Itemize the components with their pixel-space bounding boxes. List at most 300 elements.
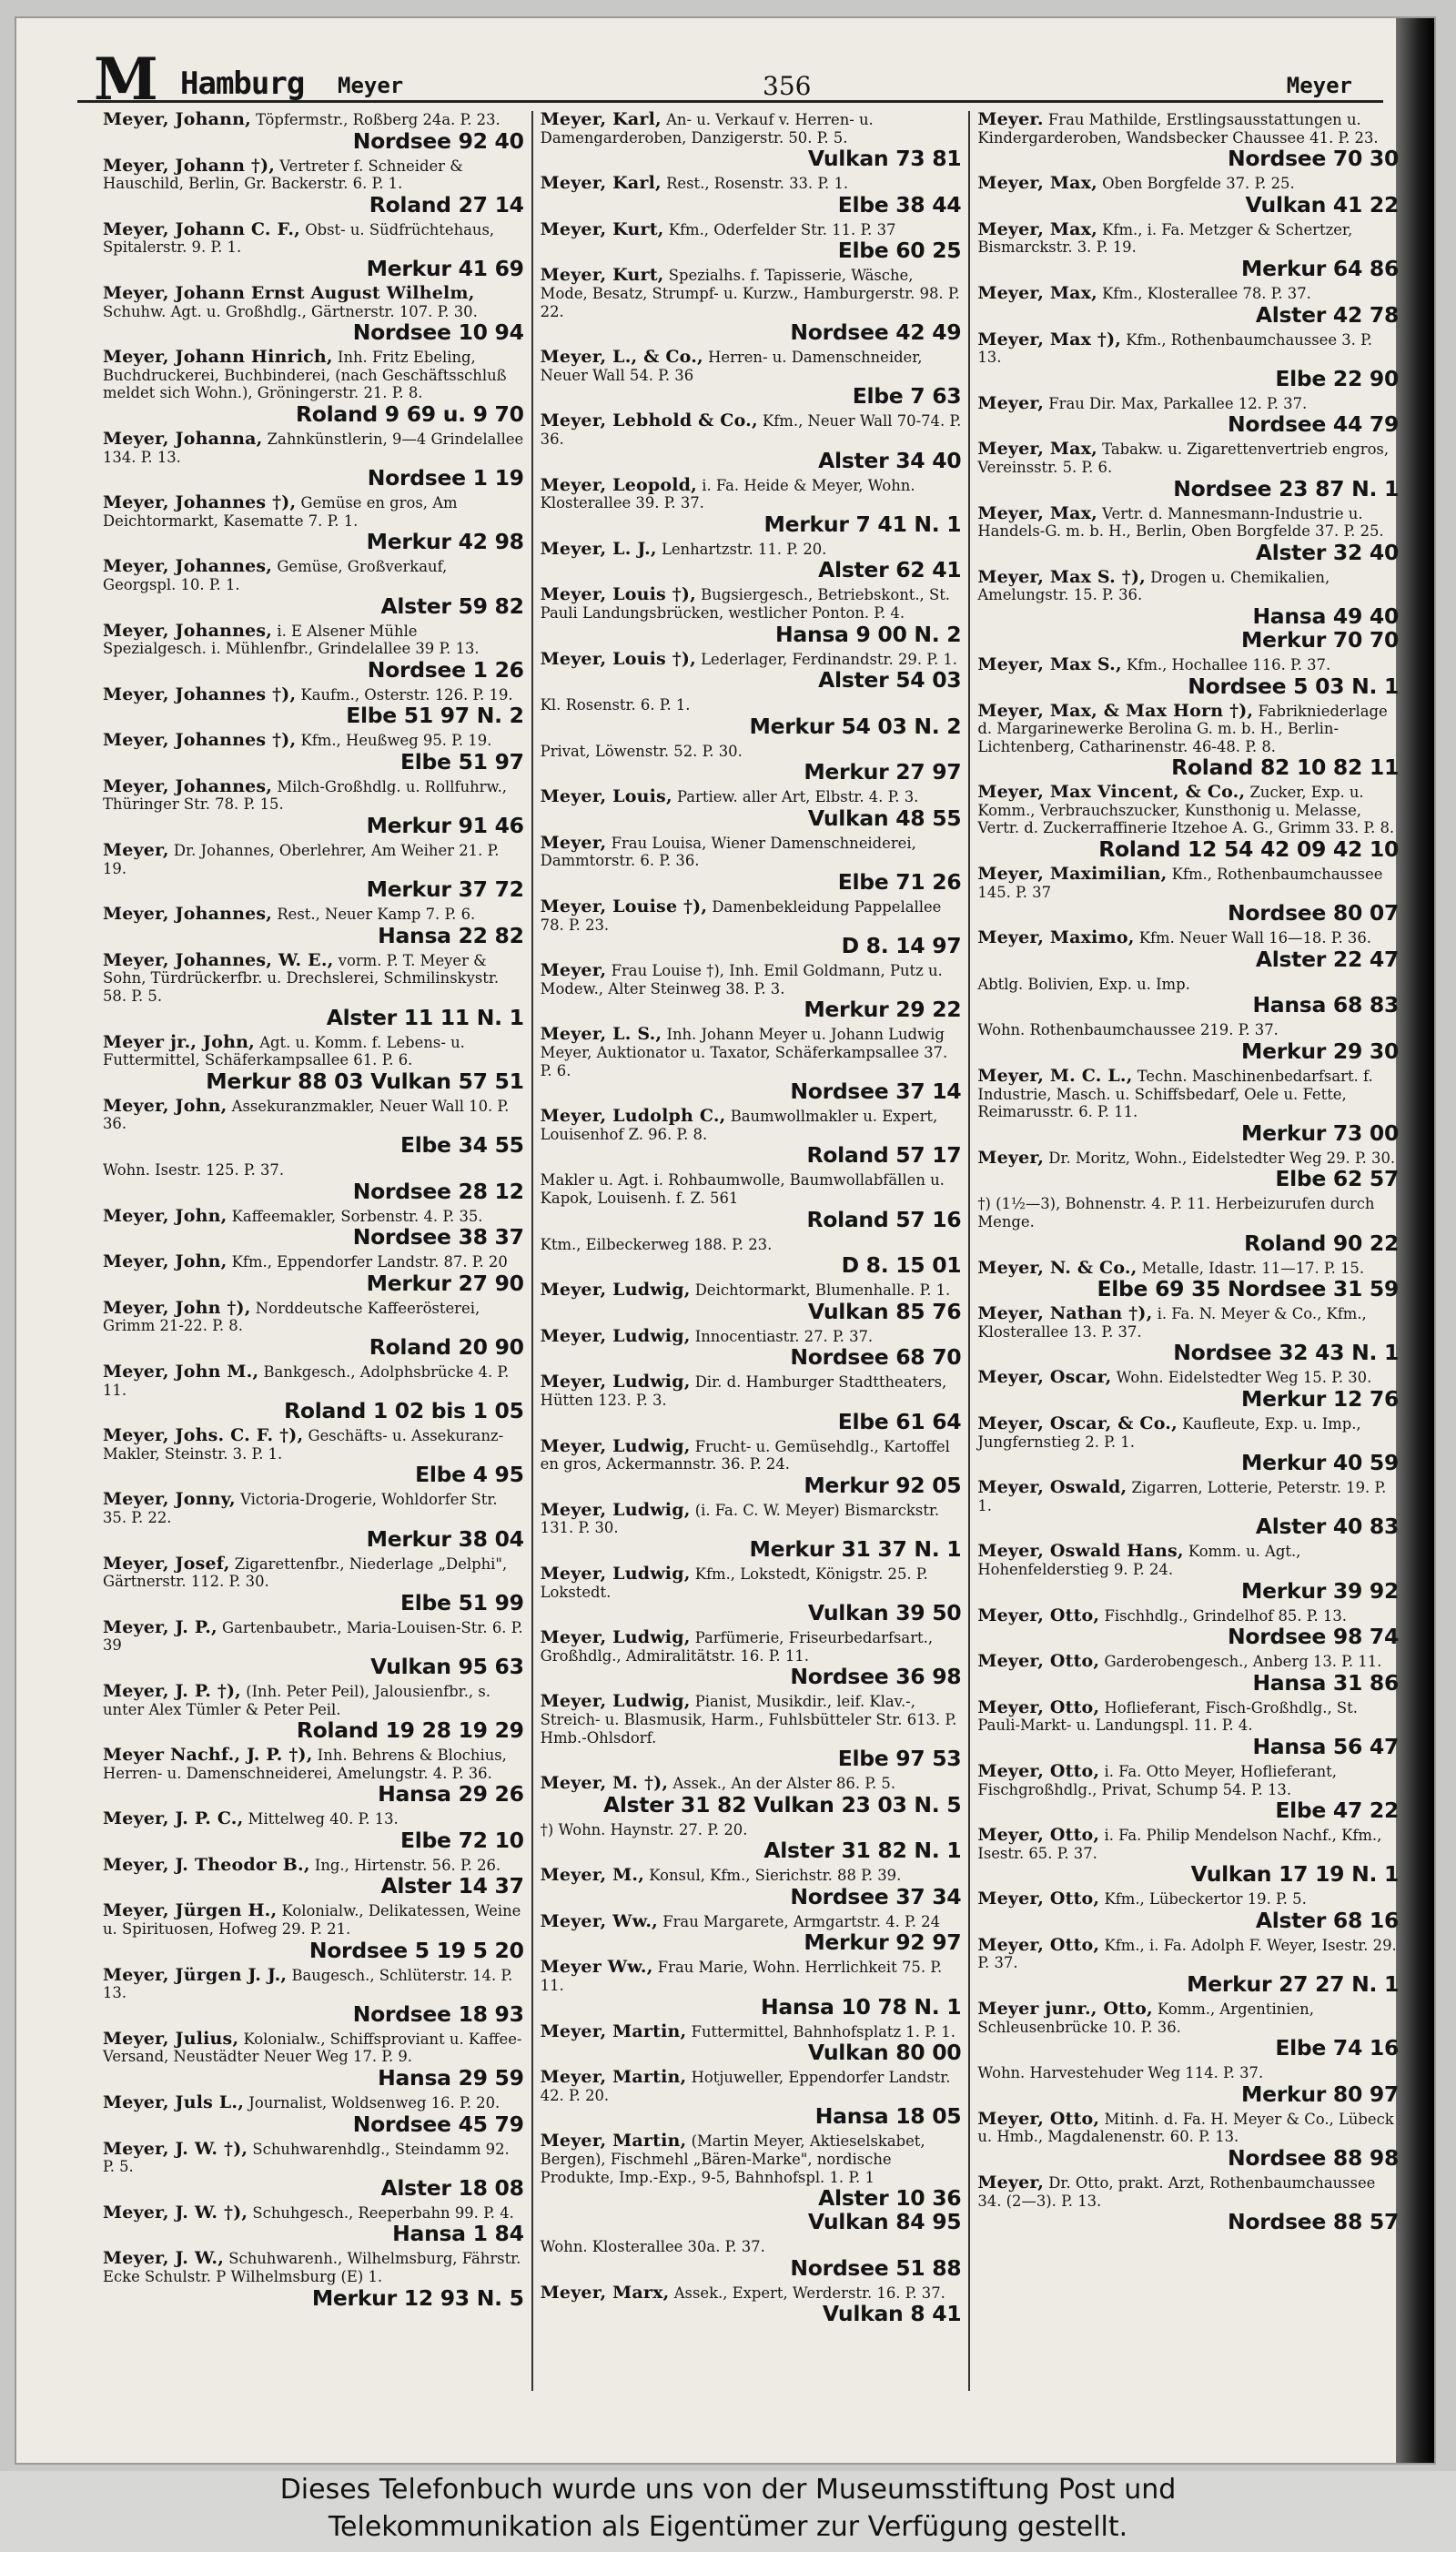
entry-name: Meyer, Ludwig,: [540, 1563, 691, 1584]
listing-entry: [977, 1149, 1399, 1191]
phone-number: Alster 40 83: [1255, 1514, 1400, 1540]
entry-details: Kfm., Heußweg 95. P. 19.: [300, 732, 492, 750]
phone-number: Nordsee 80 07: [1228, 900, 1400, 927]
listing-entry: [541, 898, 962, 957]
entry-name: Meyer, Leopold,: [540, 474, 697, 495]
entry-details: Komm., Argentinien, Schleusenbrücke 10. P. 36.: [977, 2000, 1314, 2036]
phone-number: Merkur 27 97: [804, 759, 962, 785]
entry-name: Meyer, Max,: [977, 218, 1097, 239]
entry-details: Baugesch., Schlüterstr. 14. P. 13.: [103, 1966, 513, 2002]
phone-number: Elbe 69 35 Nordsee 31 59: [1097, 1276, 1400, 1302]
listing-entry: [541, 2284, 962, 2326]
entry-details: Kfm., i. Fa. Adolph F. Weyer, Isestr. 29. P. 37.: [977, 1936, 1397, 1972]
entry-details: Schuhwarenhdlg., Steindamm 92. P. 5.: [103, 2140, 510, 2176]
entry-details: Norddeutsche Kaffeerösterei, Grimm 21-22. P. 8.: [103, 1299, 480, 1335]
entry-details: Töpfermstr., Roßberg 24a. P. 23.: [256, 111, 500, 128]
entry-name: Meyer,: [977, 1147, 1045, 1168]
listing-entry: [977, 1934, 1400, 1998]
entry-name: Meyer, Johann Hinrich,: [103, 347, 333, 368]
entry-details: Zucker, Exp. u. Komm., Verbrauchszucker, Kunsthonig u. Melasse, Vertr. d. Zuckerraffinerie Itzehoe A. G., Grimm 33. P. 8.: [977, 784, 1395, 837]
phone-number: Nordsee 44 79: [1228, 411, 1400, 438]
entry-details: Kfm., Eppendorfer Landstr. 87. P. 20: [231, 1253, 508, 1271]
phone-number: Nordsee 5 03 N. 1: [1188, 673, 1400, 699]
entry-details: i. E Alsener Mühle Spezialgesch. i. Mühlenfbr., Grindelallee 39 P. 13.: [103, 622, 480, 658]
entry-details: Bankgesch., Adolphsbrücke 4. P. 11.: [103, 1362, 510, 1399]
listing-entry: [541, 743, 962, 785]
phone-number: Vulkan 8 41: [822, 2301, 962, 2327]
entry-name: Meyer,: [977, 2172, 1045, 2193]
entry-name: Meyer, Karl,: [540, 111, 662, 129]
listing-entry: [103, 430, 524, 490]
entry-name: Meyer, Louise †),: [540, 896, 708, 917]
phone-number: Merkur 41 69: [366, 255, 524, 281]
listing-entry: [103, 1205, 524, 1251]
phone-number: Merkur 92 97: [804, 1929, 962, 1956]
listing-entry: [103, 1902, 524, 1961]
listing-entry: [977, 282, 1400, 328]
phone-number: Nordsee 42 49: [790, 319, 962, 346]
phone-number: Nordsee 88 98: [1228, 2145, 1400, 2172]
phone-number: Alster 18 08: [380, 2174, 524, 2201]
listing-entry: [103, 494, 524, 553]
entry-details: Privat, Löwenstr. 52. P. 30.: [540, 742, 743, 760]
entry-details: Rest., Neuer Kamp 7. P. 6.: [277, 906, 476, 924]
phone-number: Elbe 7 63: [852, 383, 962, 410]
listing-entry: [103, 949, 524, 1030]
listing-entry: [103, 775, 524, 839]
entry-name: Meyer, Ludwig,: [540, 1280, 691, 1301]
entry-details: Schuhgesch., Reeperbahn 99. P. 4.: [252, 2203, 514, 2222]
entry-name: Meyer.: [977, 111, 1044, 129]
phone-number: Merkur 37 72: [366, 876, 524, 903]
entry-name: Meyer, Johannes,: [103, 775, 273, 796]
phone-number: Nordsee 5 19 5 20: [308, 1937, 524, 1963]
phone-number: Elbe 34 55: [400, 1132, 524, 1158]
entry-details: Zahnkünstlerin, 9—4 Grindelallee 134. P. 13.: [103, 430, 524, 466]
entry-details: Makler u. Agt. i. Rohbaumwolle, Baumwollabfällen u. Kapok, Louisenh. f. Z. 561: [540, 1171, 945, 1207]
entry-name: Meyer, Oscar,: [977, 1367, 1112, 1388]
entry-details: Gartenbaubetr., Maria-Louisen-Str. 6. P. 39: [103, 1618, 523, 1655]
phone-number: Alster 14 37: [380, 1873, 524, 1899]
phone-number: Vulkan 85 76: [807, 1298, 962, 1324]
entry-name: Meyer, L. J.,: [540, 538, 657, 559]
entry-name: Meyer Ww.,: [540, 1957, 653, 1978]
entry-details: Wohn. Rothenbaumchaussee 219. P. 37.: [977, 1021, 1279, 1039]
entry-name: Meyer, Johann Ernst August Wilhelm,: [103, 282, 475, 303]
listing-entry: [977, 502, 1400, 565]
phone-number: Merkur 27 90: [366, 1270, 524, 1296]
entry-details: Journalist, Woldsenweg 16. P. 20.: [248, 2094, 500, 2112]
listing-entry: [103, 1253, 524, 1295]
phone-number: Alster 42 78: [1255, 301, 1400, 328]
entry-details: Kfm., Klosterallee 78. P. 37.: [1102, 284, 1311, 302]
entry-details: i. Fa. Philip Mendelson Nachf., Kfm., Isestr. 65. P. 37.: [977, 1827, 1382, 1862]
listing-entry: [977, 1369, 1399, 1411]
entry-name: Meyer, Otto,: [977, 1651, 1100, 1672]
entry-name: Meyer, Josef,: [103, 1553, 230, 1574]
phone-number: Merkur 42 98: [366, 529, 524, 555]
listing-entry: [977, 1653, 1399, 1695]
entry-details: Spezialhs. f. Tapisserie, Wäsche, Mode, Besatz, Strumpf- u. Kurzw., Hamburgerstr. 98. P. 22.: [540, 267, 960, 320]
entry-details: Wohn. Isestr. 125. P. 37.: [103, 1161, 285, 1179]
phone-number: Alster 32 40: [1255, 539, 1400, 565]
listing-entry: [541, 1281, 962, 1323]
phone-number: Hansa 56 47: [1252, 1733, 1400, 1759]
phone-number: Merkur 54 03 N. 2: [749, 713, 962, 739]
entry-name: Meyer, Ludwig,: [540, 1325, 691, 1346]
entry-name: Meyer, Marx,: [540, 2282, 670, 2303]
entry-details: Dr. Otto, prakt. Arzt, Rothenbaumchaussee 34. (2—3). P. 13.: [977, 2174, 1376, 2210]
entry-details: Kaufm., Osterstr. 126. P. 19.: [300, 685, 513, 704]
phone-number: Nordsee 98 74: [1228, 1624, 1400, 1650]
entry-details: Kfm., Hochallee 116. P. 37.: [1127, 655, 1331, 673]
listing-entry: [541, 349, 962, 408]
entry-details: Abtlg. Bolivien, Exp. u. Imp.: [977, 975, 1190, 993]
entry-name: Meyer,: [977, 392, 1045, 413]
listing-entry: [977, 218, 1400, 281]
phone-number: Vulkan 48 55: [807, 805, 962, 831]
listing-entry: [541, 1236, 962, 1278]
entry-details: Bugsiergesch., Betriebskont., St. Pauli Landungsbrücken, westlicher Ponton. P. 4.: [540, 586, 950, 622]
phone-number: Merkur 31 37 N. 1: [749, 1535, 962, 1562]
phone-number: D 8. 15 01: [841, 1252, 962, 1279]
entry-name: Meyer, John M.,: [103, 1361, 259, 1382]
phone-number: Nordsee 88 57: [1228, 2209, 1400, 2235]
listing-entry: [541, 175, 962, 217]
entry-name: Meyer, Johannes, W. E.,: [103, 949, 334, 970]
listing-entry: [977, 976, 1399, 1018]
entry-name: Meyer, Otto,: [977, 1825, 1100, 1846]
phone-number: Hansa 1 84: [392, 2221, 524, 2247]
phone-number: Alster 22 47: [1255, 946, 1400, 972]
entry-name: Meyer, J. W. †),: [103, 2202, 248, 2223]
entry-details: Inh. Johann Meyer u. Johann Ludwig Meyer, Auktionator u. Taxator, Schäferkampsallee 37. P. 6.: [540, 1026, 948, 1079]
entry-name: Meyer, Johann,: [103, 111, 251, 129]
entry-name: Meyer, L., & Co.,: [540, 347, 703, 368]
entry-name: Meyer, Max Vincent, & Co.,: [977, 782, 1246, 803]
entry-name: Meyer, Johannes †),: [103, 492, 297, 513]
listing-entry: [103, 218, 524, 281]
entry-name: Meyer, Martin,: [540, 2067, 687, 2088]
phone-number: Nordsee 38 37: [352, 1224, 524, 1251]
entry-name: Meyer jr., John,: [103, 1031, 255, 1052]
entry-name: Meyer, J. Theodor B.,: [103, 1854, 310, 1875]
entry-name: Meyer, Oscar, & Co.,: [977, 1413, 1178, 1433]
phone-number: Nordsee 36 98: [790, 1664, 962, 1690]
entry-details: Fabrikniederlage d. Margarinewerke Berolina G. m. b. H., Berlin-Lichtenberg, Catharinenstr. 46-48. P. 8.: [977, 702, 1388, 755]
phone-number: Hansa 29 26: [378, 1781, 524, 1808]
listing-entry: [541, 1026, 962, 1103]
entry-details: Assekuranzmakler, Neuer Wall 10. P. 36.: [103, 1097, 510, 1133]
entry-name: Meyer Nachf., J. P. †),: [103, 1745, 313, 1766]
listing-entry: [977, 392, 1400, 438]
entry-details: Mitinh. d. Fa. H. Meyer & Co., Lübeck u. Hmb., Magdalenenstr. 60. P. 13.: [977, 2110, 1394, 2146]
entry-details: (Inh. Peter Peil), Jalousienfbr., s. unter Alex Tümler & Peter Peil.: [103, 1682, 490, 1718]
phone-number: Elbe 97 53: [837, 1746, 962, 1772]
listing-entry: [103, 1427, 524, 1486]
entry-details: Frau Dir. Max, Parkallee 12. P. 37.: [1048, 394, 1308, 412]
entry-name: Meyer, Otto,: [977, 1934, 1100, 1955]
entry-details: Drogen u. Chemikalien, Amelungstr. 15. P. 36.: [977, 568, 1330, 604]
entry-details: Kfm., Rothenbaumchaussee 145. P. 37: [977, 866, 1383, 901]
phone-number: Elbe 71 26: [837, 869, 962, 896]
listing-entry: [540, 832, 962, 896]
entry-details: Inh. Behrens & Blochius, Herren- u. Damenschneiderei, Amelungstr. 4. P. 36.: [103, 1747, 507, 1782]
phone-number: Alster 10 36: [818, 2185, 962, 2212]
listing-columns: [96, 111, 1406, 2391]
phone-number: Hansa 22 82: [378, 922, 524, 948]
listing-entry: [540, 538, 962, 583]
entry-name: Meyer, Max S.,: [977, 653, 1122, 674]
entry-name: Meyer, Oswald Hans,: [977, 1541, 1184, 1562]
listing-entry: [103, 2204, 524, 2246]
entry-details: Dir. d. Hamburger Stadttheaters, Hütten 123. P. 3.: [540, 1373, 947, 1409]
entry-details: (i. Fa. C. W. Meyer) Bismarckstr. 131. P. 30.: [540, 1501, 940, 1537]
entry-name: Meyer, Johann †),: [103, 155, 276, 176]
entry-details: Garderobengesch., Anberg 13. P. 11.: [1104, 1653, 1382, 1671]
entry-details: Schuhwarenh., Wilhelmsburg, Fährstr. Ecke Schulstr. P Wilhelmsburg (E) 1.: [103, 2250, 521, 2285]
entry-details: Ktm., Eilbeckerweg 188. P. 23.: [540, 1235, 773, 1253]
listing-entry: [977, 866, 1399, 925]
listing-column-1: [96, 111, 531, 2391]
phone-number: Nordsee 1 26: [367, 656, 524, 683]
entry-name: Meyer, Martin,: [540, 2020, 687, 2041]
listing-entry: [103, 842, 524, 901]
entry-details: Wohn. Klosterallee 30a. P. 37.: [540, 2238, 765, 2256]
entry-details: i. Fa. Otto Meyer, Hoflieferant, Fischgroßhdlg., Privat, Schump 54. P. 13.: [977, 1762, 1337, 1798]
listing-entry: [977, 929, 1399, 971]
entry-name: Meyer, M. †),: [540, 1773, 669, 1794]
entry-details: Assek., An der Alster 86. P. 5.: [672, 1775, 896, 1793]
entry-details: Frau Louise †), Inh. Emil Goldmann, Putz u. Modew., Alter Steinweg 38. P. 3.: [540, 962, 943, 998]
entry-details: Agt. u. Komm. f. Lebens- u. Futtermittel, Schäferkampsallee 61. P. 6.: [103, 1033, 465, 1069]
phone-number: Hansa 10 78 N. 1: [760, 1993, 962, 2020]
phone-number: Merkur 39 92: [1240, 1577, 1400, 1604]
listing-entry: [541, 1821, 962, 1863]
entry-name: Meyer, Otto,: [977, 1605, 1100, 1625]
listing-entry: [977, 1607, 1399, 1649]
entry-name: Meyer, Kurt,: [540, 218, 664, 239]
listing-entry: [977, 653, 1400, 699]
listing-entry: [977, 331, 1399, 390]
entry-name: Meyer, Max,: [977, 439, 1097, 460]
phone-number: Merkur 88 03 Vulkan 57 51: [206, 1068, 524, 1094]
listing-entry: [541, 2069, 962, 2128]
listing-entry: [977, 1195, 1399, 1254]
phone-number: D 8. 14 97: [841, 933, 962, 959]
listing-entry: [541, 1629, 962, 1688]
phone-number: Merkur 12 76: [1240, 1385, 1400, 1412]
phone-number: Merkur 92 05: [804, 1472, 962, 1498]
entry-details: Zigarren, Lotterie, Peterstr. 19. P. 1.: [977, 1479, 1387, 1514]
phone-number: Nordsee 18 93: [352, 2000, 524, 2027]
section-letter: M: [94, 46, 158, 114]
phone-number: Vulkan 95 63: [370, 1653, 524, 1679]
listing-entry: [103, 1031, 524, 1094]
entry-name: Meyer, Johs. C. F. †),: [103, 1425, 304, 1446]
entry-name: Meyer, Louis †),: [540, 584, 696, 605]
listing-entry: [541, 1373, 962, 1433]
listing-entry: [977, 1068, 1399, 1145]
entry-details: Oben Borgfelde 37. P. 25.: [1102, 175, 1295, 193]
entry-name: Meyer, J. W. †),: [103, 2138, 248, 2159]
entry-name: Meyer, Max, & Max Horn †),: [977, 700, 1254, 721]
phone-number: Elbe 22 90: [1275, 365, 1400, 391]
listing-entry: [103, 1363, 524, 1423]
entry-details: Kfm., Rothenbaumchaussee 3. P. 13.: [977, 330, 1373, 367]
listing-entry: [103, 1747, 524, 1806]
entry-name: Meyer, Max,: [977, 282, 1097, 303]
entry-name: Meyer junr., Otto,: [977, 1999, 1153, 2020]
listing-entry: [540, 474, 962, 537]
phone-number: Merkur 7 41 N. 1: [763, 511, 962, 537]
listing-entry: [977, 1827, 1399, 1886]
listing-entry: [977, 700, 1400, 781]
listing-entry: [977, 111, 1399, 170]
listing-entry: [103, 1616, 524, 1679]
entry-details: Kaffeemakler, Sorbenstr. 4. P. 35.: [231, 1207, 483, 1225]
listing-entry: [103, 157, 524, 217]
entry-details: Milch-Großhdlg. u. Rollfuhrw., Thüringer Str. 78. P. 15.: [103, 777, 508, 814]
listing-entry: [541, 2132, 962, 2233]
listing-entry: [977, 2064, 1399, 2106]
phone-number: Vulkan 39 50: [807, 1600, 962, 1626]
phone-number: Nordsee 23 87 N. 1: [1173, 475, 1400, 501]
entry-name: Meyer, Johannes †),: [103, 684, 297, 704]
entry-details: Lenhartzstr. 11. P. 20.: [661, 540, 827, 558]
phone-number: Elbe 51 99: [400, 1589, 524, 1615]
phone-number: Elbe 61 64: [837, 1408, 962, 1434]
phone-number: Merkur 12 93 N. 5: [311, 2284, 524, 2311]
entry-name: Meyer, Maximilian,: [977, 864, 1168, 885]
entry-details: Kolonialw., Schiffsproviant u. Kaffee-Versand, Neustädter Neuer Weg 17. P. 9.: [103, 2030, 522, 2066]
entry-details: Fischhdlg., Grindelhof 85. P. 13.: [1104, 1606, 1347, 1625]
entry-name: Meyer, L. S.,: [540, 1024, 662, 1045]
entry-details: Vertreter f. Schneider & Hauschild, Berlin, Gr. Backerstr. 6. P. 1.: [103, 157, 463, 193]
listing-entry: [977, 1696, 1400, 1759]
listing-entry: [977, 784, 1399, 861]
listing-entry: [977, 1543, 1399, 1602]
entry-name: Meyer, Otto,: [977, 1889, 1100, 1909]
listing-entry: [103, 558, 524, 617]
listing-entry: [977, 1760, 1400, 1824]
entry-name: Meyer, Johannes,: [103, 904, 273, 925]
listing-entry: [103, 1491, 524, 1550]
entry-name: Meyer, Johannes,: [103, 556, 273, 577]
entry-name: Meyer, N. & Co.,: [977, 1257, 1138, 1278]
listing-entry: [541, 1108, 962, 1167]
listing-entry: [977, 1257, 1400, 1302]
entry-name: Meyer, Max,: [977, 502, 1097, 523]
phone-number: Roland 90 22: [1244, 1230, 1400, 1256]
entry-details: vorm. P. T. Meyer & Sohn, Türdrückerfbr. u. Drechslerei, Schmilinskystr. 58. P. 5.: [103, 951, 500, 1006]
listing-entry: [103, 2094, 524, 2136]
entry-details: Geschäfts- u. Assekuranz-Makler, Steinstr. 3. P. 1.: [103, 1427, 504, 1463]
entry-name: Meyer, Otto,: [977, 1760, 1100, 1781]
entry-details: Konsul, Kfm., Sierichstr. 88 P. 39.: [649, 1867, 902, 1885]
entry-details: Deichtormarkt, Blumenhalle. P. 1.: [694, 1281, 951, 1300]
entry-details: Frau Louisa, Wiener Damenschneiderei, Dammtorstr. 6. P. 36.: [540, 834, 916, 870]
entry-name: Meyer, John,: [103, 1205, 228, 1226]
listing-entry: [103, 1095, 524, 1158]
listing-entry: [103, 620, 524, 683]
phone-number: Merkur 70 70: [1240, 626, 1400, 653]
listing-entry: [541, 267, 962, 344]
entry-name: Meyer, Jonny,: [103, 1489, 236, 1510]
entry-details: Inh. Fritz Ebeling, Buchdruckerei, Buchbinderei, (nach Geschäftsschluß meldet sich Wohn.), Gröningerstr. 21. P. 8.: [103, 349, 507, 402]
listing-entry: [103, 1680, 524, 1744]
phone-number: Nordsee 70 30: [1228, 146, 1400, 172]
entry-name: Meyer, J. P. †),: [103, 1680, 241, 1701]
entry-name: Meyer, John,: [103, 1095, 228, 1116]
entry-name: Meyer, J. P.,: [103, 1616, 217, 1637]
entry-name: Meyer, Ludwig,: [540, 1372, 691, 1392]
phone-number: Roland 12 54 42 09 42 10: [1098, 836, 1400, 863]
phone-number: Vulkan 73 81: [807, 146, 962, 172]
phone-number: Merkur 29 30: [1240, 1038, 1400, 1065]
listing-entry: [103, 1555, 524, 1615]
entry-details: Kolonialw., Delikatessen, Weine u. Spirituosen, Hofweg 29. P. 21.: [103, 1902, 521, 1939]
listing-column-3: [968, 111, 1406, 2391]
entry-details: (Martin Meyer, Aktieselskabet, Bergen), Fischmehl „Bären-Marke", nordische Produkte, Imp.-Exp., 9-5, Bahnhofspl. 1. P. 1: [540, 2132, 925, 2186]
entry-name: Meyer, M. C. L.,: [977, 1066, 1133, 1087]
listing-entry: [977, 2000, 1399, 2060]
entry-details: †) (1½—3), Bohnenstr. 4. P. 11. Herbeizurufen durch Menge.: [977, 1195, 1375, 1230]
footer-line-2: Telekommunikation als Eigentümer zur Verfügung gestellt.: [328, 2511, 1128, 2543]
entry-details: Kfm., Neuer Wall 70-74. P. 36.: [540, 412, 962, 448]
entry-name: Meyer, Max †),: [977, 329, 1122, 349]
entry-details: Komm. u. Agt., Hohenfelderstieg 9. P. 24.: [977, 1543, 1301, 1578]
listing-entry: [541, 1775, 962, 1817]
listing-entry: [541, 962, 962, 1021]
entry-details: Kfm. Neuer Wall 16—18. P. 36.: [1138, 929, 1371, 947]
listing-entry: [977, 1415, 1399, 1474]
entry-name: Meyer, John †),: [103, 1297, 251, 1318]
entry-details: Kaufleute, Exp. u. Imp., Jungfernstieg 2. P. 1.: [977, 1414, 1361, 1451]
entry-details: Hoflieferant, Fisch-Großhdlg., St. Pauli-Markt- u. Landungspl. 11. P. 4.: [977, 1698, 1358, 1735]
entry-details: Techn. Maschinenbedarfsart. f. Industrie, Masch. u. Schiffsbedarf, Oele u. Fette, Reimarusstr. 6. P. 11.: [977, 1068, 1373, 1121]
entry-name: Meyer, Julius,: [103, 2028, 239, 2049]
header-surname-right: Meyer: [1286, 73, 1352, 98]
phone-number: Vulkan 84 95: [807, 2209, 962, 2235]
listing-entry: [540, 1910, 962, 1956]
entry-details: Gemüse en gros, Am Deichtormarkt, Kasematte 7. P. 1.: [103, 494, 458, 530]
entry-name: Meyer, Otto,: [977, 2108, 1100, 2129]
entry-name: Meyer, Jürgen J. J.,: [103, 1964, 288, 1985]
phone-number: Roland 27 14: [369, 191, 524, 218]
entry-details: Lederlager, Ferdinandstr. 29. P. 1.: [701, 650, 958, 668]
entry-details: Dr. Moritz, Wohn., Eidelstedter Weg 29. P. 30.: [1048, 1149, 1396, 1167]
entry-details: Frau Marie, Wohn. Herrlichkeit 75. P. 11.: [540, 1959, 943, 1995]
entry-name: Meyer,: [540, 832, 607, 853]
phone-number: Elbe 38 44: [837, 191, 962, 218]
phone-number: Nordsee 68 70: [790, 1344, 962, 1371]
phone-number: Alster 54 03: [818, 667, 962, 694]
phone-number: Nordsee 1 19: [367, 465, 524, 491]
entry-details: Wohn. Harvestehuder Weg 114. P. 37.: [977, 2064, 1264, 2082]
listing-entry: [541, 412, 962, 471]
listing-entry: [103, 1297, 524, 1360]
phone-number: Merkur 91 46: [366, 813, 524, 839]
page-number: 356: [763, 71, 812, 101]
entry-name: Meyer, J. W.,: [103, 2248, 225, 2269]
entry-name: Meyer, Louis †),: [540, 648, 696, 669]
listing-entry: [541, 586, 962, 645]
entry-name: Meyer, Ludwig,: [540, 1435, 691, 1456]
city-title: Hamburg: [180, 66, 305, 102]
listing-entry: [541, 111, 962, 170]
listing-entry: [540, 1499, 962, 1562]
